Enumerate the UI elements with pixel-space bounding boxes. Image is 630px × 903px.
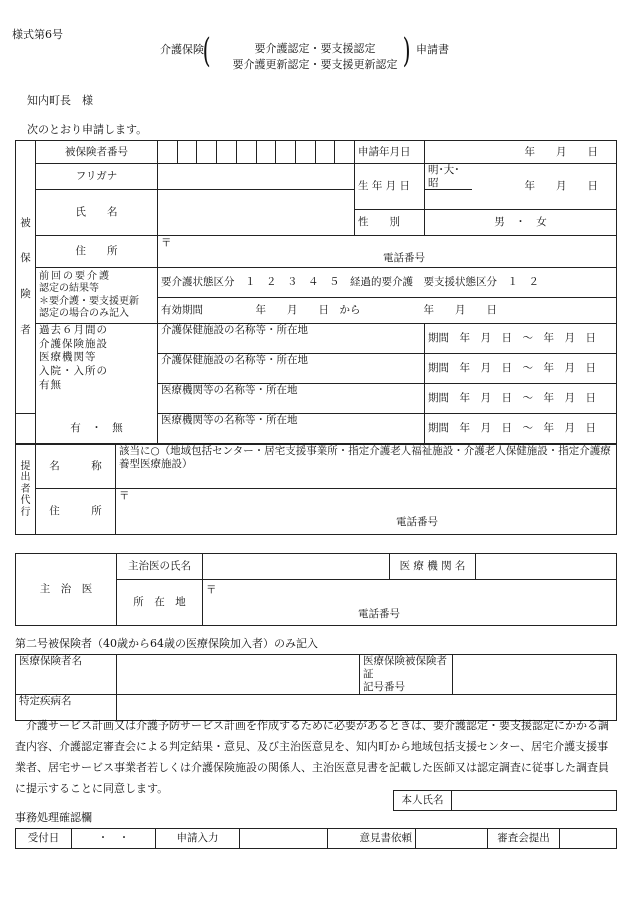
- insured-table: [15, 140, 617, 444]
- name-field[interactable]: [158, 190, 355, 236]
- second-insured-heading: 第二号被保険者（40歳から64歳の医療保険加入者）のみ記入: [15, 637, 318, 650]
- addressee: 知内町長 様: [27, 94, 93, 107]
- agent-table: [15, 444, 617, 535]
- signature-label: 本人氏名: [394, 791, 452, 811]
- intro-text: 次のとおり申請します。: [27, 123, 148, 136]
- furigana-label: フリガナ: [36, 164, 158, 190]
- name-label: 氏 名: [36, 190, 158, 236]
- sex-options[interactable]: 男 ・ 女: [425, 210, 617, 236]
- insurer-field[interactable]: [117, 655, 360, 695]
- input-label: 申請入力: [156, 829, 240, 849]
- facility-name-field[interactable]: 介護保健施設の名称等・所在地: [158, 354, 425, 384]
- facility-name-field[interactable]: 介護保健施設の名称等・所在地: [158, 324, 425, 354]
- agent-address-label: 住 所: [36, 489, 116, 535]
- received-date-label: 受付日: [16, 829, 72, 849]
- insured-number-label: 被保険者番号: [36, 141, 158, 164]
- right-brace-icon: ): [402, 31, 411, 71]
- received-date-field[interactable]: ・ ・: [72, 829, 156, 849]
- era-options[interactable]: 明･大･昭: [425, 164, 472, 190]
- consent-text: 介護サービス計画又は介護予防サービス計画を作成するために必要があるときは、要介護認定・要支援認定にかかる調査内容、介護認定審査会による判定結果・意見、及び主治医意見を、知内町から地域包括支援センター、居宅介護支援事業者、居宅サービス事業者若しくは介護保険施設の関係人、主治医意見書を記載した医師又は認定調査に従事した調査員に提示することに同意します。: [15, 719, 609, 795]
- address-field[interactable]: [158, 236, 617, 268]
- postal-mark: 〒: [206, 584, 217, 596]
- form-number: 様式第6号: [12, 28, 63, 41]
- agent-address-field[interactable]: [116, 489, 617, 535]
- application-date-field[interactable]: 年 月 日: [425, 141, 617, 164]
- phone-label: 電話番号: [358, 608, 400, 620]
- agent-name-label: 名 称: [36, 445, 116, 489]
- doctor-name-field[interactable]: [203, 554, 390, 580]
- title-option-2: 要介護更新認定・要支援更新認定: [232, 58, 398, 71]
- previous-result-label: 前回の要介護 認定の結果等 ＊要介護・要支援更新 認定の場合のみ記入: [36, 268, 158, 324]
- office-heading: 事務処理確認欄: [15, 811, 92, 824]
- doctor-address-label: 所 在 地: [117, 580, 203, 626]
- birth-date-label: 生 年 月 日: [355, 164, 425, 210]
- title-prefix: 介護保険: [160, 43, 204, 56]
- postal-mark: 〒: [119, 490, 130, 502]
- facility-period-field[interactable]: 期間 年 月 日 ～ 年 月 日: [425, 324, 617, 354]
- title-option-1: 要介護認定・要支援認定: [254, 42, 376, 55]
- doctor-address-field[interactable]: [203, 580, 617, 626]
- insurer-number-field[interactable]: [453, 655, 617, 695]
- hospital-name-field[interactable]: 医療機関等の名称等・所在地: [158, 414, 425, 444]
- doctor-name-label: 主治医の氏名: [117, 554, 203, 580]
- postal-mark: 〒: [161, 237, 172, 250]
- birth-date-field[interactable]: 年 月 日: [472, 164, 617, 210]
- care-level-options[interactable]: 要介護状態区分 １ ２ ３ ４ ５ 経過的要介護 要支援状態区分 １ ２: [158, 268, 617, 298]
- facility-history-label: 過去６月間の 介護保険施設 医療機関等 入院・入所の 有無: [36, 324, 158, 414]
- doctor-label: 主 治 医: [16, 554, 117, 626]
- hospital-period-field[interactable]: 期間 年 月 日 ～ 年 月 日: [425, 414, 617, 444]
- committee-label: 審査会提出: [488, 829, 560, 849]
- title-suffix: 申請書: [416, 43, 449, 56]
- facility-yes-no[interactable]: 有 ・ 無: [36, 414, 158, 444]
- insurer-label: 医療保険者名: [16, 655, 117, 695]
- facility-period-field[interactable]: 期間 年 月 日 ～ 年 月 日: [425, 354, 617, 384]
- disease-label: 特定疾病名: [16, 695, 117, 721]
- doctor-table: [15, 553, 617, 626]
- institution-label: 医 療 機 関 名: [390, 554, 476, 580]
- sex-label: 性 別: [355, 210, 425, 236]
- agent-name-field[interactable]: 該当に○（地域包括センター・居宅支援事業所・指定介護老人福祉施設・介護老人保健施設・指定介護療養型医療施設）: [116, 445, 617, 489]
- input-field[interactable]: [240, 829, 328, 849]
- institution-field[interactable]: [476, 554, 617, 580]
- phone-label: 電話番号: [383, 252, 425, 265]
- signature-table: [393, 790, 617, 811]
- office-table: [15, 828, 617, 849]
- hospital-period-field[interactable]: 期間 年 月 日 ～ 年 月 日: [425, 384, 617, 414]
- committee-field[interactable]: [560, 829, 617, 849]
- application-date-label: 申請年月日: [355, 141, 425, 164]
- insured-side-label: 被 保 険 者: [16, 141, 36, 414]
- opinion-request-label: 意見書依頼: [328, 829, 416, 849]
- opinion-request-field[interactable]: [416, 829, 488, 849]
- furigana-field[interactable]: [158, 164, 355, 190]
- hospital-name-field[interactable]: 医療機関等の名称等・所在地: [158, 384, 425, 414]
- left-brace-icon: (: [202, 31, 211, 71]
- address-label: 住 所: [36, 236, 158, 268]
- second-insured-table: [15, 654, 617, 721]
- insured-number-field[interactable]: [158, 141, 355, 164]
- phone-label: 電話番号: [396, 516, 438, 528]
- agent-side-label: 提 出 者 代 行: [16, 445, 36, 535]
- insurer-number-label: 医療保険被保険者証 記号番号: [360, 655, 453, 695]
- validity-period-field[interactable]: 有効期間 年 月 日 から 年 月 日: [158, 298, 617, 324]
- signature-field[interactable]: [452, 791, 617, 811]
